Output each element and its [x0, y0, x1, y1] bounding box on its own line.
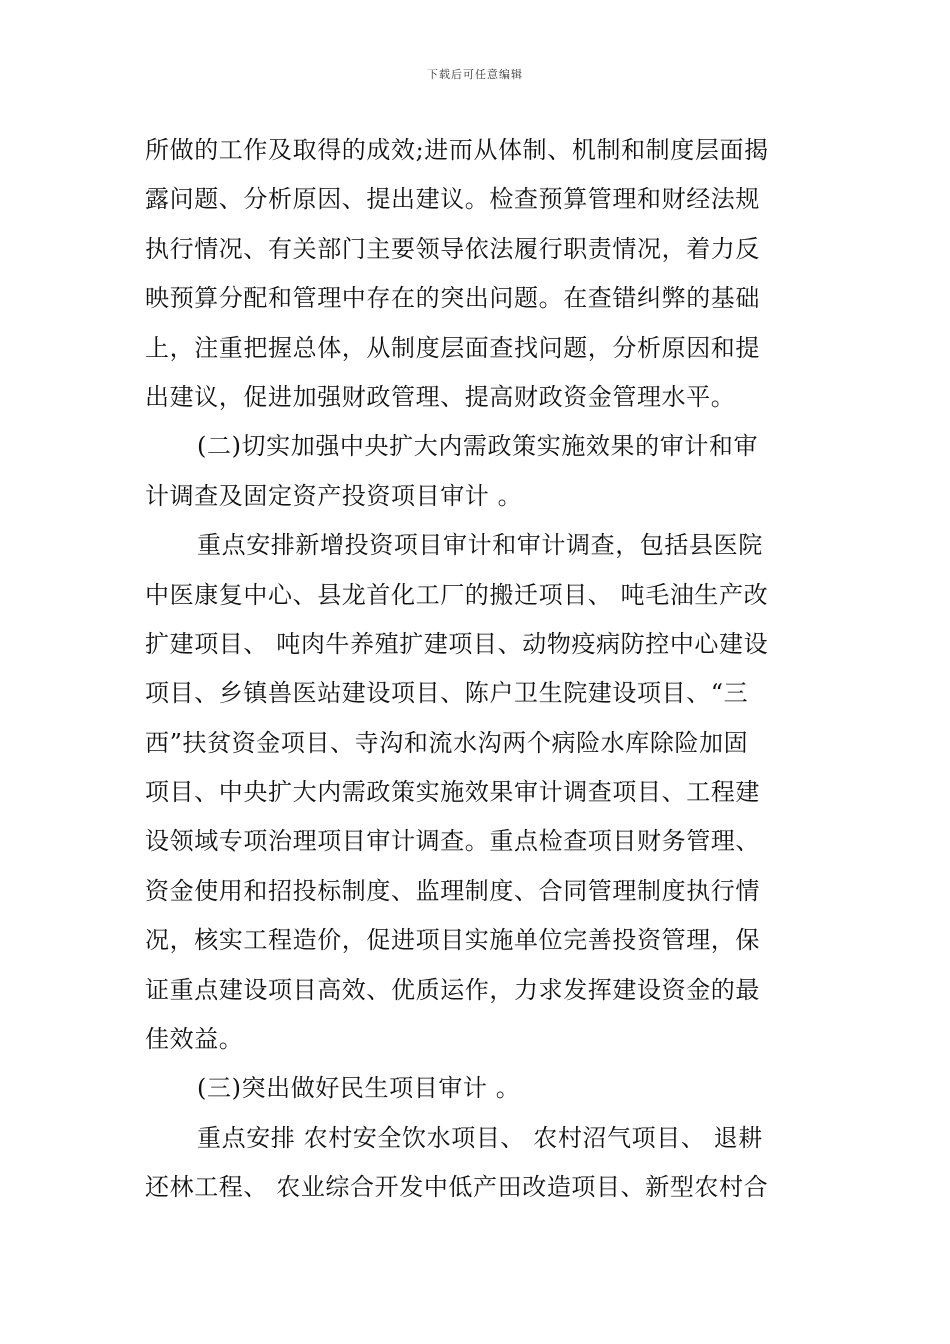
text-line: 设领域专项治理项目审计调查。重点检查项目财务管理、: [145, 827, 760, 856]
text-line: 资金使用和招投标制度、监理制度、合同管理制度执行情: [145, 876, 760, 905]
document-body: [145, 126, 807, 1213]
text-line: 执行情况、有关部门主要领导依法履行职责情况，着力反: [145, 234, 760, 263]
text-line: 佳效益。: [145, 1025, 244, 1054]
text-line: 还林工程、 农业综合开发中低产田改造项目、新型农村合: [145, 1173, 769, 1202]
paragraph-start: 重点安排新增投资项目审计和审计调查，包括县医院: [197, 531, 763, 560]
text-line: 证重点建设项目高效、优质运作，力求发挥建设资金的最: [145, 975, 760, 1004]
text-line: 映预算分配和管理中存在的突出问题。在查错纠弊的基础: [145, 284, 760, 313]
text-line: 所做的工作及取得的成效;进而从体制、机制和制度层面揭: [145, 136, 769, 164]
section-heading-2: (二)切实加强中央扩大内需政策实施效果的审计和审: [197, 432, 759, 461]
text-line: 项目、中央扩大内需政策实施效果审计调查项目、工程建: [145, 778, 760, 807]
text-line: 项目、乡镇兽医站建设项目、陈户卫生院建设项目、“三: [145, 679, 749, 708]
paragraph-start: 重点安排 农村安全饮水项目、 农村沼气项目、 退耕: [197, 1123, 763, 1152]
text-line: 中医康复中心、县龙首化工厂的搬迁项目、 吨毛油生产改: [145, 580, 769, 609]
text-line: 况，核实工程造价，促进项目实施单位完善投资管理，保: [145, 926, 760, 955]
text-line: 西”扶贫资金项目、寺沟和流水沟两个病险水库除险加固: [145, 728, 749, 757]
page-header-note: 下载后可任意编辑: [427, 68, 523, 81]
text-line: 露问题、分析原因、提出建议。检查预算管理和财经法规: [145, 185, 760, 214]
text-line: 计调查及固定资产投资项目审计 。: [145, 481, 523, 510]
section-heading-3: (三)突出做好民生项目审计 。: [197, 1074, 521, 1103]
text-line: 出建议，促进加强财政管理、提高财政资金管理水平。: [145, 382, 736, 411]
text-line: 上，注重把握总体，从制度层面查找问题，分析原因和提: [145, 333, 760, 362]
text-line: 扩建项目、 吨肉牛养殖扩建项目、动物疫病防控中心建设: [145, 629, 769, 658]
